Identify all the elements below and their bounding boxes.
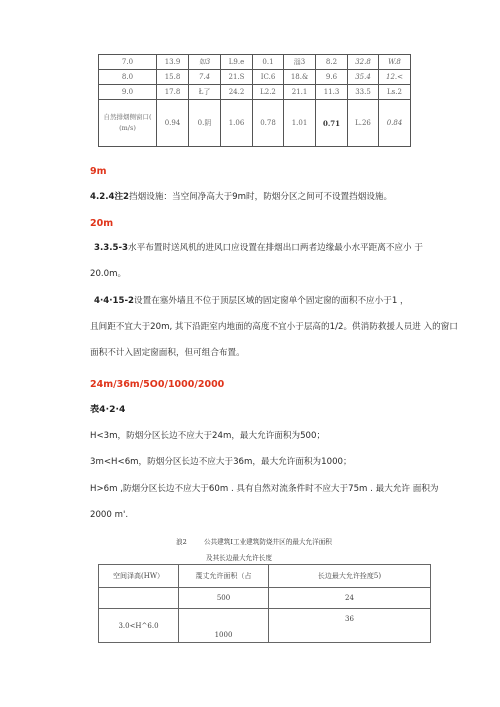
list-item: H<3m，防烟分区长边不应大于24m，最大允许面积为500； bbox=[90, 431, 326, 441]
row-label-unit: (m/s) bbox=[119, 124, 136, 132]
table-cell: 8.0 bbox=[99, 70, 157, 85]
paragraph-4-4-15 bbox=[94, 296, 409, 307]
column-header: 长边最大允许拴度5) bbox=[269, 565, 431, 588]
smoke-exhaust-table bbox=[98, 54, 411, 147]
table-row bbox=[99, 609, 431, 643]
table-header-row bbox=[99, 565, 431, 588]
table-cell: 1.06 bbox=[221, 100, 253, 147]
table-cell: 7.4 bbox=[189, 70, 221, 85]
row-label-line: 自然排烟侧窗口( bbox=[103, 113, 152, 121]
list-item: H>6m ,防烟分区长边不应大于60m . 具有自然对流条件时不应大于75m . 最大允许 面积为 bbox=[90, 484, 439, 494]
table-cell: 0.78 bbox=[253, 100, 284, 147]
table-cell: 21.S bbox=[221, 70, 253, 85]
table-cell bbox=[99, 588, 179, 609]
table-cell: 24 bbox=[269, 588, 431, 609]
table-cell: 33.5 bbox=[348, 85, 379, 100]
list-item: 3m<H<6m，防烟分区长边不应大于36m，最大允许面积为1000； bbox=[90, 457, 352, 467]
paragraph-3-3-5 bbox=[94, 243, 423, 254]
table-row bbox=[99, 55, 411, 70]
table-row bbox=[99, 100, 411, 147]
table-cell: 0.阴 bbox=[189, 100, 221, 147]
table-cell: 18.& bbox=[284, 70, 316, 85]
column-header: 蔑丈允许面积（占 bbox=[179, 565, 269, 588]
table-reference: 表4·2·4 bbox=[90, 404, 126, 415]
table-cell: 0.71 bbox=[316, 100, 348, 147]
table-cell: 0.84 bbox=[379, 100, 411, 147]
clause-text: 设置在塞外墙且不位于顶层区域的固定窗单个固定窗的面积不应小于1 ， bbox=[134, 296, 409, 306]
paragraph-4-4-15-line3: 面积不计入固定窗面积，但可组合布置。 bbox=[90, 348, 245, 358]
table-cell: 0.1 bbox=[253, 55, 284, 70]
table-cell: 11.3 bbox=[316, 85, 348, 100]
smoke-zone-area-table bbox=[98, 564, 431, 643]
list-item: 2000 m'. bbox=[90, 510, 129, 520]
table-cell: L9.e bbox=[221, 55, 253, 70]
table-cell: Ls.2 bbox=[379, 85, 411, 100]
clause-text: 挡烟设施：当空间净高大于9m时，防烟分区之间可不设置挡烟设施。 bbox=[129, 192, 393, 202]
table-cell: Ł了 bbox=[189, 85, 221, 100]
table-cell: 淄3 bbox=[284, 55, 316, 70]
table-cell: 3.0<H^6.0 bbox=[99, 609, 179, 643]
table-cell: L2.2 bbox=[253, 85, 284, 100]
table-cell: 1000 bbox=[179, 609, 269, 643]
table-cell: 0.94 bbox=[157, 100, 189, 147]
table-cell: 7.0 bbox=[99, 55, 157, 70]
table-row bbox=[99, 85, 411, 100]
paragraph-3-3-5-cont: 20.0m。 bbox=[90, 269, 127, 279]
table-cell: 32.8 bbox=[348, 55, 379, 70]
table-cell: 如3 bbox=[189, 55, 221, 70]
table-cell: 15.8 bbox=[157, 70, 189, 85]
table-cell: 21.1 bbox=[284, 85, 316, 100]
clause-number: 3.3.5-3 bbox=[94, 243, 129, 253]
clause-number: 4·4·15-2 bbox=[94, 296, 134, 306]
row-label-cell bbox=[99, 100, 157, 147]
table-cell: 12.< bbox=[379, 70, 411, 85]
paragraph-4-4-15-line2: 且间距不宜大于20m, 其下沿距室内地面的高度不宜小于层高的1/2。供消防救援人员进 入的窗口 bbox=[90, 322, 458, 332]
table-cell: 8.2 bbox=[316, 55, 348, 70]
heading-9m: 9m bbox=[90, 166, 107, 177]
table-row bbox=[99, 588, 431, 609]
table-cell: 1.01 bbox=[284, 100, 316, 147]
table-cell: 17.8 bbox=[157, 85, 189, 100]
table-cell: 24.2 bbox=[221, 85, 253, 100]
clause-text: 水平布置时送风机的进风口应设置在排烟出口两者边缘最小水平距离不应小 于 bbox=[128, 243, 423, 253]
table-cell: 13.9 bbox=[157, 55, 189, 70]
clause-number: 4.2.4注2 bbox=[90, 192, 130, 202]
table-cell: 36 bbox=[269, 609, 431, 643]
heading-area-limits: 24m/36m/5O0/1000/2000 bbox=[90, 379, 225, 390]
table-cell: IC.6 bbox=[253, 70, 284, 85]
table-cell: W.8 bbox=[379, 55, 411, 70]
table-caption-title: 公共建筑I工业建筑防烧井区的最大允洋面积 bbox=[204, 538, 332, 546]
table-cell: 9.0 bbox=[99, 85, 157, 100]
table-caption-subtitle: 及其长边最大允许长度 bbox=[206, 554, 272, 562]
paragraph-4-2-4 bbox=[90, 192, 392, 203]
column-header: 空间泽高(HW） bbox=[99, 565, 179, 588]
heading-20m: 20m bbox=[90, 218, 114, 229]
table-caption-number: 浪2 bbox=[176, 538, 187, 546]
table-cell: 9.6 bbox=[316, 70, 348, 85]
table-cell: L.26 bbox=[348, 100, 379, 147]
table-row bbox=[99, 70, 411, 85]
table-cell: 500 bbox=[179, 588, 269, 609]
table-cell: 35.4 bbox=[348, 70, 379, 85]
